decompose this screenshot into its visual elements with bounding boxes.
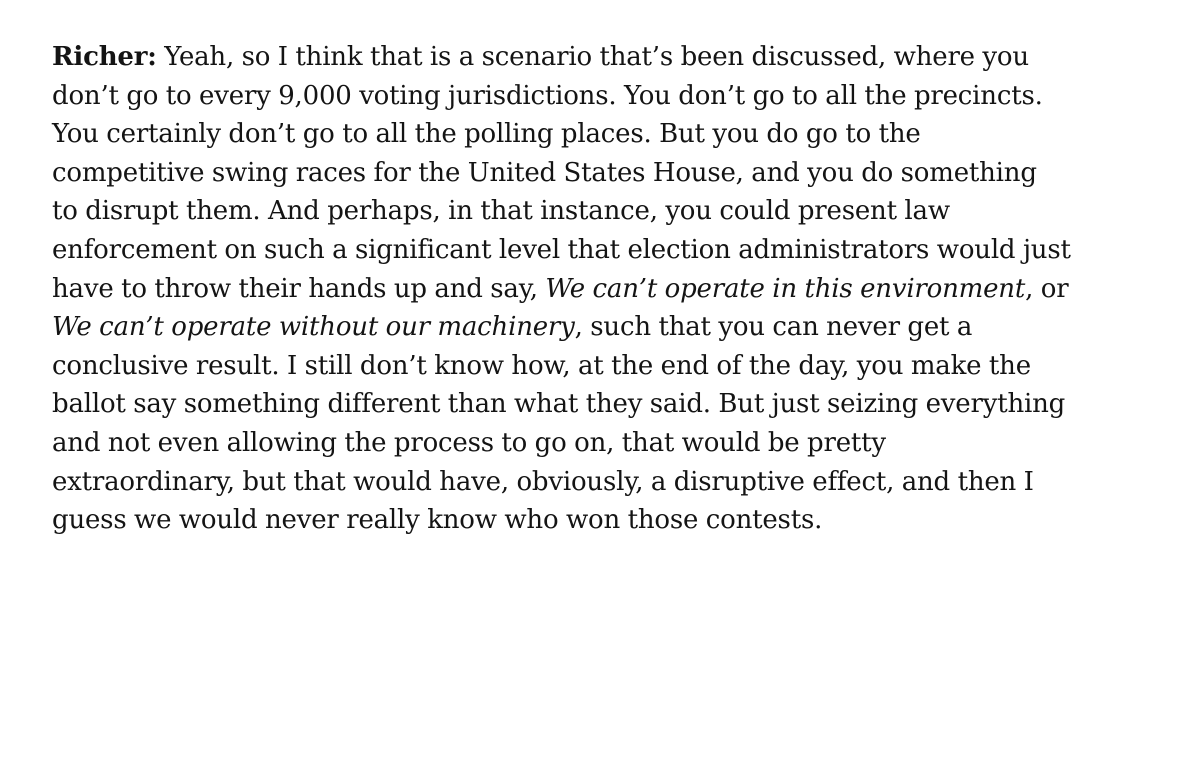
line-7-text: have to throw their hands up and say, <box>52 273 546 304</box>
text-line-13: guess we would never really know who won those contests. <box>52 505 823 536</box>
text-line-9: conclusive result. I still don’t know how, at the end of the day, you make the <box>52 350 1031 381</box>
document-page <box>52 38 1162 540</box>
line-8-tail: , such that you can never get a <box>574 312 973 343</box>
text-line-4: competitive swing races for the United States House, and you do something <box>52 157 1037 188</box>
line-7-tail: , or <box>1025 273 1069 304</box>
text-line-12: extraordinary, but that would have, obviously, a disruptive effect, and then I <box>52 466 1034 497</box>
text-line-11: and not even allowing the process to go on, that would be pretty <box>52 427 886 458</box>
text-line-6: enforcement on such a significant level that election administrators would just <box>52 234 1071 265</box>
italic-quote-2: We can’t operate without our machinery <box>52 312 575 343</box>
text-line-2: don’t go to every 9,000 voting jurisdictions. You don’t go to all the precincts. <box>52 80 1043 111</box>
text-line-1 <box>52 38 1162 77</box>
speaker-name: Richer: <box>52 42 157 72</box>
italic-quote-1: We can’t operate in this environment <box>545 273 1026 304</box>
interview-paragraph <box>52 38 1162 540</box>
text-line-3: You certainly don’t go to all the polling places. But you do go to the <box>52 119 921 150</box>
text-line-10: ballot say something different than what they said. But just seizing everything <box>52 389 1066 420</box>
line-1-text: Yeah, so I think that is a scenario that’s been discussed, where you <box>156 42 1029 72</box>
text-line-7 <box>52 270 1162 309</box>
text-line-8 <box>52 308 1162 347</box>
text-line-5: to disrupt them. And perhaps, in that instance, you could present law <box>52 196 950 227</box>
